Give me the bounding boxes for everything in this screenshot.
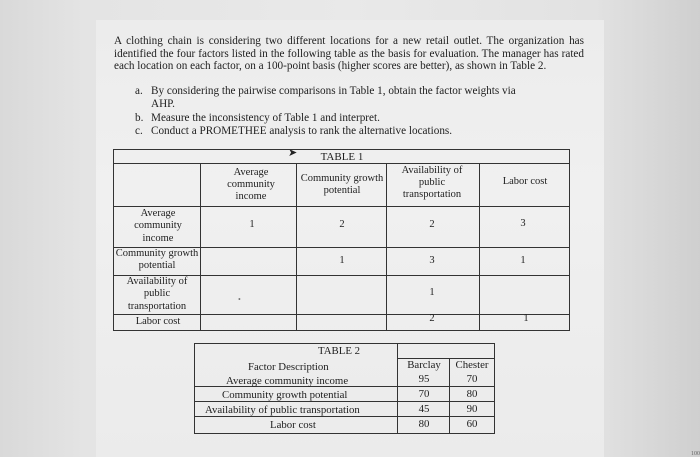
question-a-label: a. (135, 85, 143, 97)
page-marker: 100 (691, 451, 700, 457)
table2-chester-value: 60 (466, 418, 478, 430)
table1-row3-divider (113, 314, 569, 315)
table2-col-barclay: Barclay (407, 359, 441, 371)
table2-factor-header: Factor Description (248, 361, 329, 373)
table1-cell: 3 (520, 218, 526, 229)
table1-col-header: Availability of public transportation (401, 165, 463, 200)
table1-cell: 1 (520, 255, 526, 266)
question-c-text: Conduct a PROMETHEE analysis to rank the alternative locations. (151, 125, 453, 137)
table2-chester-value: 70 (466, 373, 478, 385)
table1-cell: 1 (249, 219, 255, 230)
table1-cell: 1 (523, 313, 529, 324)
table2-col-chester: Chester (455, 359, 489, 371)
table1-cell: 2 (339, 219, 345, 230)
table1-col-header: Labor cost (502, 176, 548, 187)
table2-title: TABLE 2 (318, 345, 361, 357)
table2-barclay-value: 70 (418, 388, 430, 400)
table2-factor: Availability of public transportation (205, 404, 360, 416)
question-b-label: b. (135, 112, 144, 124)
question-c-label: c. (135, 125, 143, 137)
table1-cell: 1 (339, 255, 345, 266)
table2-chester-value: 90 (466, 403, 478, 415)
question-b-text: Measure the inconsistency of Table 1 and interpret. (151, 112, 380, 124)
table1-row-header: Availability of public transportation (126, 276, 188, 312)
question-a (135, 85, 516, 98)
table1-col-divider-4 (479, 163, 480, 330)
table1-cell: 1 (429, 287, 435, 298)
table1-header-divider (113, 206, 569, 207)
table1-col-divider-3 (386, 163, 387, 330)
table1-title-divider (113, 163, 569, 164)
table1-cell: 3 (429, 255, 435, 266)
table1-col-header: Community growth potential (300, 173, 384, 196)
table2-col-divider-2 (449, 358, 450, 433)
table2-chester-value: 80 (466, 388, 478, 400)
table2-factor: Labor cost (270, 419, 316, 431)
table1-col-divider-1 (200, 163, 201, 330)
table1-cell: 2 (429, 313, 435, 324)
table2-factor: Community growth potential (222, 389, 348, 401)
table2-barclay-value: 80 (418, 418, 430, 430)
table1-row-header: Labor cost (135, 316, 181, 327)
table1-col-header: Average community income (227, 167, 275, 202)
smudge-mark: • (238, 295, 241, 304)
table1-title: TABLE 1 (320, 151, 364, 163)
problem-intro: A clothing chain is considering two different locations for a new retail outlet. The organization has identified the four factors listed in the following table as the basis for evaluation. The manager has rated each location on each factor, on a 100-point basis (higher scores are better), as shown in Table 2. (114, 35, 584, 73)
table2-barclay-value: 95 (418, 373, 430, 385)
table1-col-divider-2 (296, 163, 297, 330)
cursor-arrow-icon: ➤ (288, 147, 298, 159)
table2-barclay-value: 45 (418, 403, 430, 415)
table2-col-divider-1 (397, 343, 398, 433)
question-c (135, 125, 452, 138)
table2-factor: Average community income (226, 375, 349, 387)
question-a-text: By considering the pairwise comparisons in Table 1, obtain the factor weights via (151, 85, 516, 97)
question-b (135, 112, 380, 125)
table1-row-header: Community growth potential (115, 248, 199, 272)
table1-cell: 2 (429, 219, 435, 230)
question-a-continuation: AHP. (151, 98, 175, 110)
table1-row-header: Average community income (134, 208, 182, 244)
